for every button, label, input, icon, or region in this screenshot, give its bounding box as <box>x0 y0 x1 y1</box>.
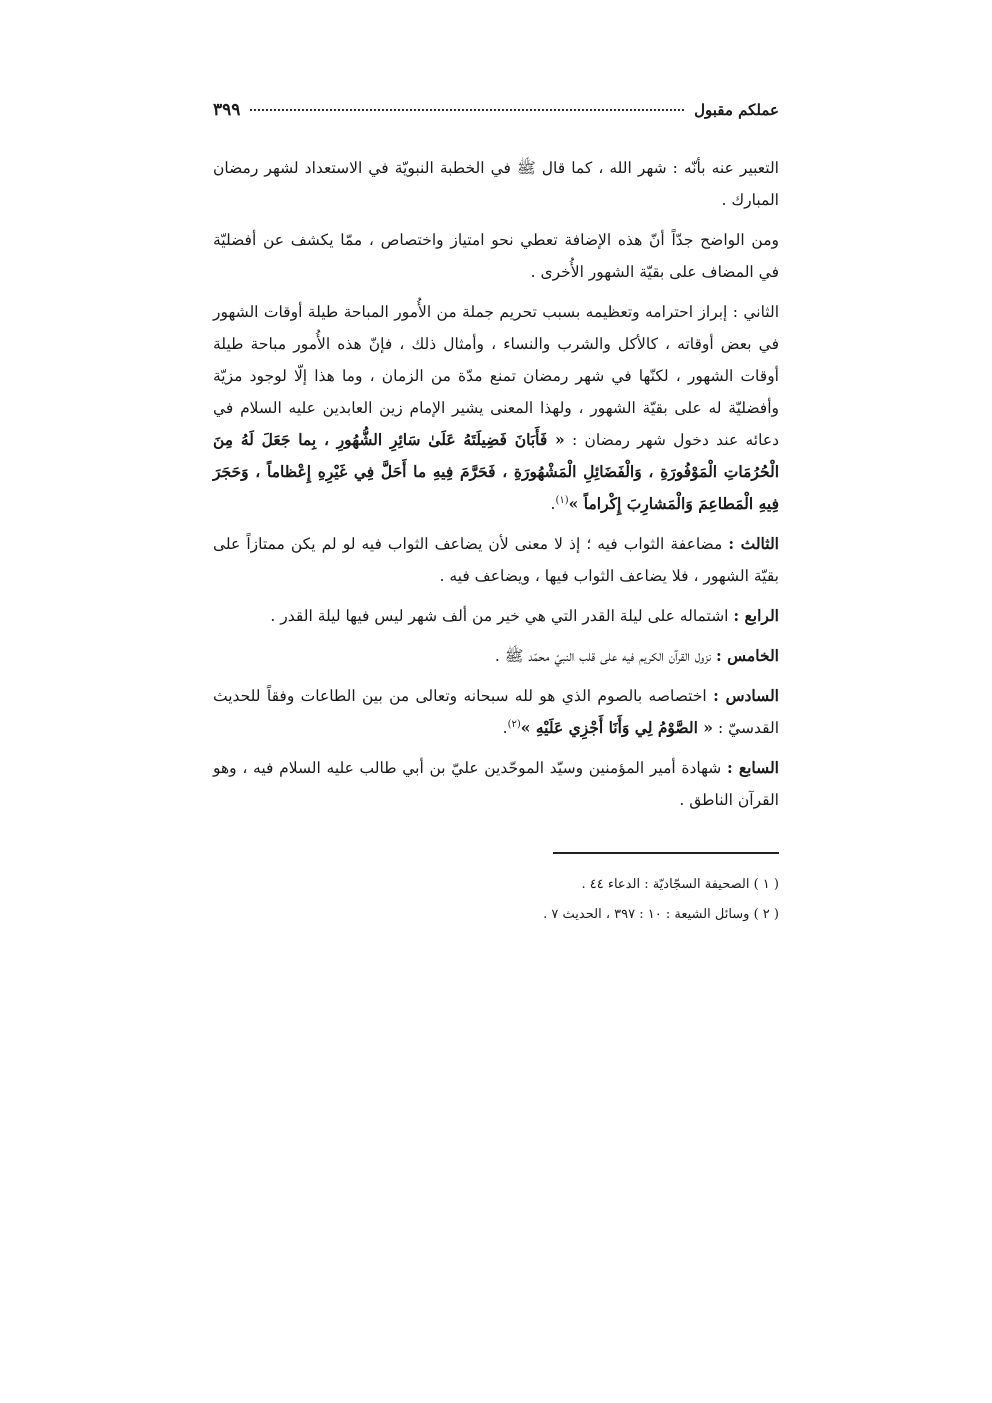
header-dot-leader <box>250 109 684 111</box>
paragraph-text: اشتماله على ليلة القدر التي هي خير من ألف شهر ليس فيها ليلة القدر . <box>270 607 729 625</box>
paragraph-3 <box>213 296 779 520</box>
document-page <box>213 100 779 930</box>
paragraph-2 <box>213 224 779 288</box>
item-lead: الثالث : <box>728 534 779 553</box>
page-number: ٣٩٩ <box>213 100 241 120</box>
paragraph-text: ومن الواضح جدّاً أنّ هذه الإضافة تعطي نحو امتياز واختصاص ، ممّا يكشف عن أفضليّة في المضاف على بقيّة الشهور الأُخرى . <box>213 231 779 281</box>
footnote-ref-2: (٢) <box>507 718 521 730</box>
paragraph-end: . <box>502 719 508 737</box>
paragraph-1 <box>213 152 779 216</box>
paragraph-text: شهادة أمير المؤمنين وسيّد الموحّدين عليّ بن أبي طالب عليه السلام فيه ، وهو القرآن الناطق . <box>213 759 779 809</box>
hadith-quote: « الصَّوْمُ لِي وَأَنَا أَجْزِي عَلَيْهِ » <box>520 718 713 737</box>
body-text <box>213 152 779 816</box>
header-title: عملكم مقبول <box>694 101 779 119</box>
paragraph-text: مضاعفة الثواب فيه ؛ إذ لا معنى لأن يضاعف الثواب فيه لو لم يكن ممتازاً على بقيّة الشهور ، فلا يضاعف الثواب فيها ، ويضاعف فيه . <box>213 535 779 585</box>
paragraph-text: اختصاصه بالصوم الذي هو لله سبحانه وتعالى من بين الطاعات وفقاً للحديث القدسيّ : <box>213 687 779 737</box>
item-lead: السادس : <box>713 686 779 705</box>
dua-quote: « فَأَبَانَ فَضِيلَتَهُ عَلَىٰ سَائِرِ الشُّهُورِ ، بِما جَعَلَ لَهُ مِنَ الْحُرُمَاتِ الْمَوْفُورَةِ ، وَالْفَضَائِلِ الْمَشْهُورَةِ ، فَحَرَّمَ فِيهِ ما أَحَلَّ فِي غَيْرِهِ إِعْظاماً ، وَحَجَرَ فِيهِ الْمَطاعِمَ وَالْمَشارِبَ إِكْراماً » <box>213 430 779 513</box>
footnote-ref-1: (١) <box>555 494 569 506</box>
paragraph-text: التعبير عنه بأنّه : شهر الله ، كما قال ﷺ في الخطبة النبويّة في الاستعداد لشهر رمضان المبارك . <box>213 159 779 209</box>
paragraph-third <box>213 528 779 592</box>
paragraph-fifth <box>213 640 779 672</box>
footnote-1: ( ١ ) الصحيفة السجّاديّة : الدعاء ٤٤ . <box>581 877 779 892</box>
footnote-2: ( ٢ ) وسائل الشيعة : ١٠ : ٣٩٧ ، الحديث ٧ . <box>543 907 779 922</box>
paragraph-end: . <box>550 495 556 513</box>
paragraph-seventh <box>213 752 779 816</box>
paragraph-text: الثاني : إبراز احترامه وتعظيمه بسبب تحريم جملة من الأُمور المباحة طيلة أوقات الشهور في بعض أوقاته ، كالأكل والشرب والنساء ، وأمثال ذلك ، فإنّ هذه الأُمور مباحة طيلة أوقات الشهور ، لكنّها في شهر رمضان تمنع مدّة من الزمان ، وما هذا إلّا لوجود مزيّة وأفضليّة له على بقيّة الشهور ، ولهذا المعنى يشير الإمام زين العابدين عليه السلام في دعائه عند دخول شهر رمضان : <box>213 303 779 449</box>
paragraph-fourth <box>213 600 779 632</box>
paragraph-text: نزول القرآن الكريم فيه على قلب النبيّ محمّد ﷺ . <box>494 647 712 665</box>
paragraph-sixth <box>213 680 779 744</box>
footnotes <box>213 870 779 930</box>
item-lead: السابع : <box>726 758 779 777</box>
item-lead: الرابع : <box>733 606 779 625</box>
running-header <box>213 100 779 128</box>
item-lead: الخامس : <box>716 646 779 665</box>
footnote-separator <box>553 852 779 854</box>
